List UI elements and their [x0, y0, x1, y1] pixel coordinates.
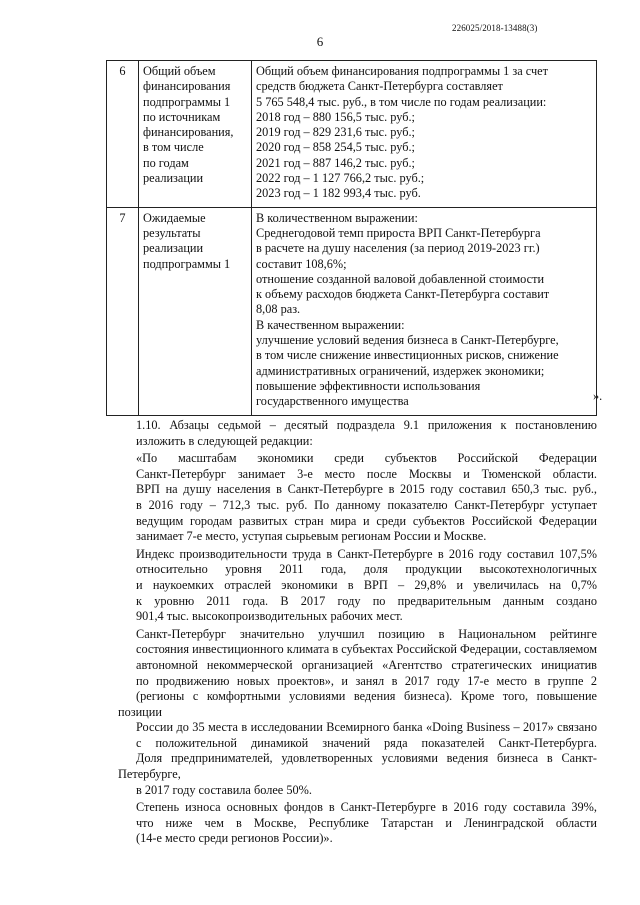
label-line: финансирования, [143, 125, 234, 140]
page-number: 6 [316, 34, 324, 49]
paragraph-line: что ниже чем в Москве, Республике Татарстан и Ленинградской области [136, 815, 597, 830]
paragraph-line: состояния инвестиционного климата в субъектах Российской Федерации, составляемом [136, 642, 597, 657]
label-line: реализации [143, 241, 204, 256]
paragraph-line: в 2017 году составила более 50%. [136, 782, 312, 797]
label-line: подпрограммы 1 [143, 256, 231, 271]
paragraph-line: в 2016 году – 712,3 тыс. руб. По данному показателю Санкт-Петербург уступает [136, 497, 597, 512]
content-line: 5 765 548,4 тыс. руб., в том числе по годам реализации: [256, 94, 547, 109]
label-line: подпрограммы 1 [143, 94, 231, 109]
paragraph-line: изложить в следующей редакции: [136, 433, 313, 448]
label-line: финансирования [143, 79, 231, 94]
content-line: составит 108,6%; [256, 256, 347, 271]
content-line: В количественном выражении: [256, 210, 418, 225]
paragraph-line: Степень износа основных фондов в Санкт-Петербурге в 2016 году составила 39%, [136, 800, 597, 815]
content-line: 2022 год – 1 127 766,2 тыс. руб.; [256, 171, 425, 186]
paragraph-line: относительно уровня 2011 года, доля продукции высокотехнологичных [136, 562, 597, 577]
table-row [107, 207, 597, 415]
table-row [107, 61, 597, 208]
row-label [139, 61, 252, 208]
label-line: по годам [143, 155, 189, 170]
document-id: 226025/2018-13488(3) [452, 23, 538, 33]
paragraph-line: (14-е место среди регионов России)». [136, 831, 333, 846]
paragraph [118, 418, 597, 449]
paragraph [118, 800, 597, 847]
content-line: отношение созданной валовой добавленной стоимости [256, 271, 545, 286]
content-line: 2020 год – 858 254,5 тыс. руб.; [256, 140, 415, 155]
paragraph-line: Доля предпринимателей, удовлетворенных условиями ведения бизнеса в Санкт-Петербурге, [118, 751, 597, 782]
content-line: повышение эффективности использования [256, 378, 481, 393]
label-line: реализации [143, 171, 204, 186]
paragraph-line: и наукоемких отраслей экономики в ВРП – 29,8% и увеличилась на 0,7% [136, 577, 597, 592]
paragraph-line: 901,4 тыс. высокопроизводительных рабочих мест. [136, 609, 403, 624]
paragraph [118, 451, 597, 545]
paragraph [118, 547, 597, 625]
paragraph-line: автономной некоммерческой организацией «Агентство стратегических инициатив [136, 657, 597, 672]
row-number: 7 [107, 207, 139, 415]
content-line: 2021 год – 887 146,2 тыс. руб.; [256, 155, 415, 170]
content-line: В качественном выражении: [256, 317, 405, 332]
label-line: в том числе [143, 140, 204, 155]
row-number: 6 [107, 61, 139, 208]
paragraph-line: ВРП на душу населения в Санкт-Петербурге в 2015 году составил 650,3 тыс. руб., [136, 482, 597, 497]
paragraph-line: «По масштабам экономики среди субъектов Российской Федерации [136, 451, 597, 466]
body-text [118, 418, 597, 849]
row-content [252, 61, 597, 208]
row-content [252, 207, 597, 415]
content-line: государственного имущества [256, 394, 409, 409]
content-line: в том числе снижение инвестиционных рисков, снижение [256, 348, 559, 363]
content-line: административных ограничений, издержек экономики; [256, 363, 545, 378]
row-label [139, 207, 252, 415]
paragraph-line: России до 35 места в исследовании Всемирного банка «Doing Business – 2017» связано [136, 720, 597, 735]
paragraph [118, 627, 597, 799]
content-line: Среднегодовой темп прироста ВРП Санкт-Петербурга [256, 225, 541, 240]
content-line: 2018 год – 880 156,5 тыс. руб.; [256, 109, 415, 124]
paragraph-line: 1.10. Абзацы седьмой – десятый подраздела 9.1 приложения к постановлению [136, 418, 597, 432]
content-line: 2019 год – 829 231,6 тыс. руб.; [256, 125, 415, 140]
label-line: Общий объем [143, 64, 216, 78]
paragraph-line: Индекс производительности труда в Санкт-Петербурге в 2016 году составил 107,5% [136, 546, 597, 561]
label-line: результаты [143, 225, 201, 240]
paragraph-line: занимает 7-е место, уступая сырьевым регионам России и Москве. [136, 529, 487, 544]
content-line: к объему расходов бюджета Санкт-Петербурга составит [256, 287, 550, 302]
content-line: в расчете на душу населения (за период 2019-2023 гг.) [256, 241, 540, 256]
content-line: средств бюджета Санкт-Петербурга составляет [256, 79, 503, 94]
paragraph-line: (регионы с комфортными условиями ведения бизнеса). Кроме того, повышение позиции [118, 689, 597, 719]
content-line: улучшение условий ведения бизнеса в Санкт-Петербурге, [256, 333, 559, 348]
paragraph-line: ведущим городам развитых стран мира и среди субъектов Российской Федерации [136, 513, 597, 528]
subprogram-table [106, 60, 597, 416]
paragraph-line: с положительной динамикой значений ряда показателей Санкт-Петербурга. [136, 735, 597, 750]
paragraph-line: Санкт-Петербург занимает 3-е место после Москвы и Тюменской области. [136, 466, 597, 481]
content-line: 8,08 раз. [256, 302, 301, 317]
content-line: Общий объем финансирования подпрограммы 1 за счет [256, 64, 549, 78]
label-line: Ожидаемые [143, 210, 206, 225]
paragraph-line: по продвижению новых проектов», и занял в 2017 году 17-е место в группе 2 [136, 673, 597, 688]
content-line: 2023 год – 1 182 993,4 тыс. руб. [256, 186, 421, 201]
closing-quote-mark: ». [593, 389, 603, 403]
label-line: по источникам [143, 109, 221, 124]
paragraph-line: Санкт-Петербург значительно улучшил позицию в Национальном рейтинге [136, 626, 597, 641]
paragraph-line: к уровню 2011 года. В 2017 году по предварительным данным создано [136, 593, 597, 608]
